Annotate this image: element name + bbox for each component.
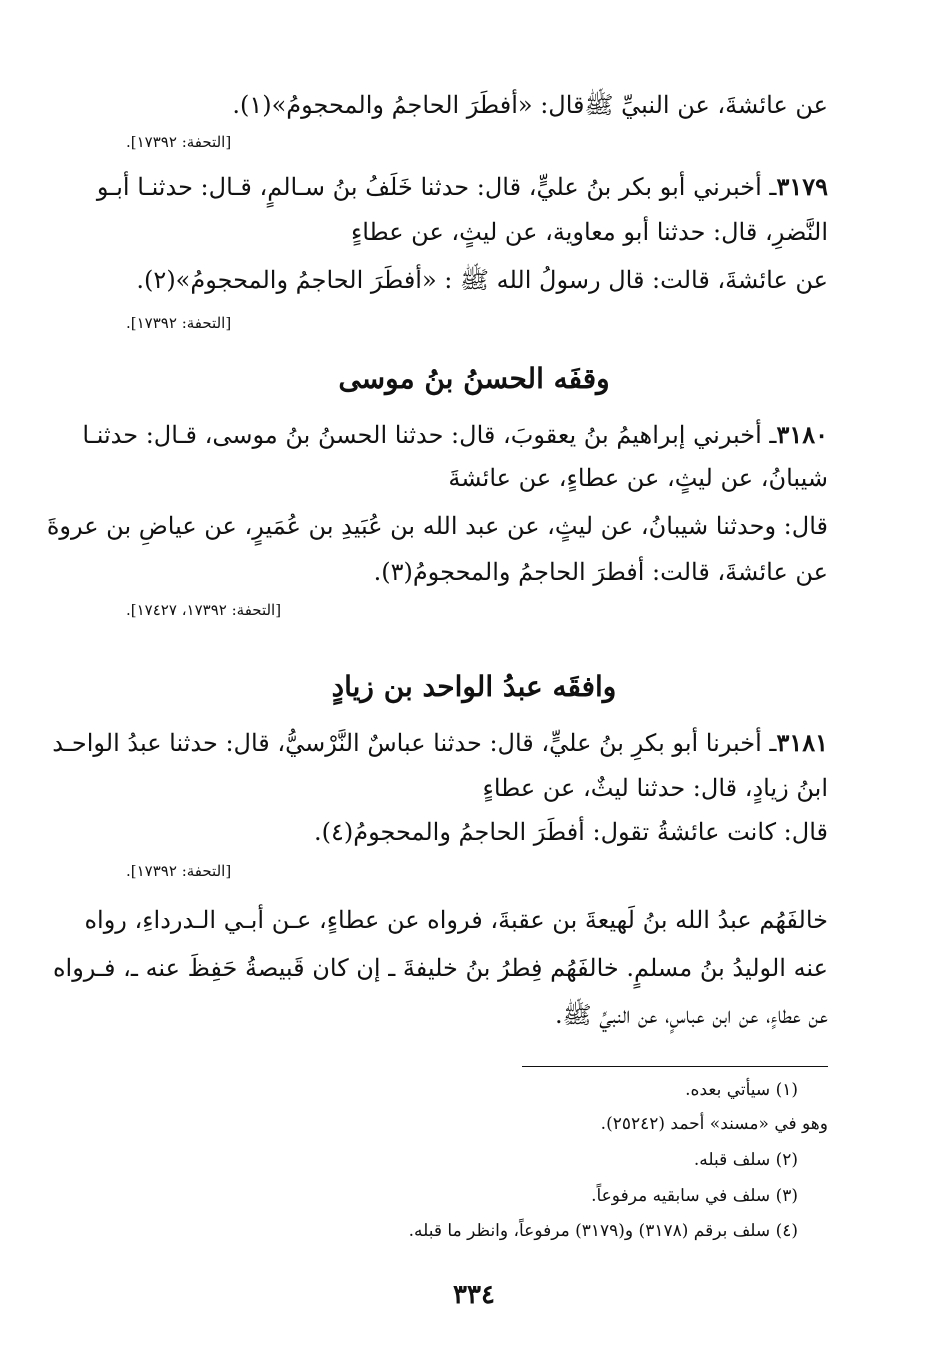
tuhfa-reference: [التحفة: ١٧٣٩٢]. xyxy=(126,862,232,880)
section-heading: وقفَه الحسنُ بنُ موسى xyxy=(338,362,610,395)
hadith-number: ٣١٨١ xyxy=(776,728,828,757)
tuhfa-reference: [التحفة: ١٧٣٩٢]. xyxy=(126,314,232,332)
hadith-3180-line-3: قال: وحدثنا شيبانُ، عن ليثٍ، عن عبد الله بن عُبَيدِ بن عُمَيرٍ، عن عياضِ بن عروةَ xyxy=(46,512,828,540)
hadith-3179-line-3: عن عائشةَ، قالت: قال رسولُ الله ﷺ : «أفطَرَ الحاجمُ والمحجومُ»(٢). xyxy=(136,266,828,294)
closing-line-3: عن عطاءٍ، عن ابن عباسٍ، عن النبيِّ ﷺ. xyxy=(555,1001,828,1029)
hadith-3180-line-1: ٣١٨٠ـ أخبرني إبراهيمُ بنُ يعقوبَ، قال: حدثنا الحسنُ بنُ موسى، قـال: حدثنـا xyxy=(82,420,828,449)
section-heading: وافقَه عبدُ الواحد بن زيادٍ xyxy=(331,670,617,703)
hadith-3179-line-2: النَّضرِ، قال: حدثنا أبو معاوية، عن ليثٍ، عن عطاءٍ xyxy=(350,218,828,246)
hadith-number: ٣١٧٩ xyxy=(776,172,828,201)
closing-line-1: خالفَهُم عبدُ الله بنُ لَهيعةَ بن عقبةَ، فرواه عن عطاءٍ، عـن أبـي الـدرداءِ، رواه xyxy=(84,906,828,934)
hadith-3180-line-2: شيبانُ، عن ليثٍ، عن عطاءٍ، عن عائشةَ xyxy=(448,464,828,492)
hadith-3180-line-4: عن عائشةَ، قالت: أفطرَ الحاجمُ والمحجومُ(٣). xyxy=(373,558,828,586)
footnote: وهو في «مسند» أحمد (٢٥٢٤٢). xyxy=(600,1114,828,1134)
footnote: (١) سيأتي بعده. xyxy=(685,1080,798,1100)
footnote-separator xyxy=(522,1066,828,1067)
footnote: (٢) سلف قبله. xyxy=(693,1150,798,1170)
hadith-number: ٣١٨٠ xyxy=(776,420,828,449)
page-number: ٣٣٤ xyxy=(453,1280,495,1310)
hadith-3181-line-1: ٣١٨١ـ أخبرنا أبو بكرِ بنُ عليٍّ، قال: حدثنا عباسٌ النَّرْسيُّ، قال: حدثنا عبدُ الواحـد xyxy=(52,728,828,757)
tuhfa-reference: [التحفة: ١٧٣٩٢، ١٧٤٢٧]. xyxy=(126,601,282,619)
footnote: (٣) سلف في سابقيه مرفوعاً. xyxy=(591,1186,798,1206)
hadith-3181-line-3: قال: كانت عائشةُ تقول: أفطَرَ الحاجمُ والمحجومُ(٤). xyxy=(313,818,828,846)
footnote: (٤) سلف برقم (٣١٧٨) و(٣١٧٩) مرفوعاً، وانظر ما قبله. xyxy=(408,1221,798,1241)
hadith-3181-line-2: ابنُ زيادٍ، قال: حدثنا ليثٌ، عن عطاءٍ xyxy=(482,774,828,802)
hadith-text-line: عن عائشةَ، عن النبيِّ ﷺقال: «أفطَرَ الحاجمُ والمحجومُ»(١). xyxy=(232,91,828,119)
closing-line-2: عنه الوليدُ بنُ مسلمٍ. خالفَهُم فِطرُ بنُ خليفةَ ـ إن كان قَبيصةُ حَفِظَ عنه ـ، فـرواه xyxy=(52,954,828,982)
tuhfa-reference: [التحفة: ١٧٣٩٢]. xyxy=(126,133,232,151)
hadith-3179-line-1: ٣١٧٩ـ أخبرني أبو بكر بنُ عليٍّ، قال: حدثنا خَلَفُ بنُ سـالمٍ، قـال: حدثنـا أبـو xyxy=(96,172,828,201)
